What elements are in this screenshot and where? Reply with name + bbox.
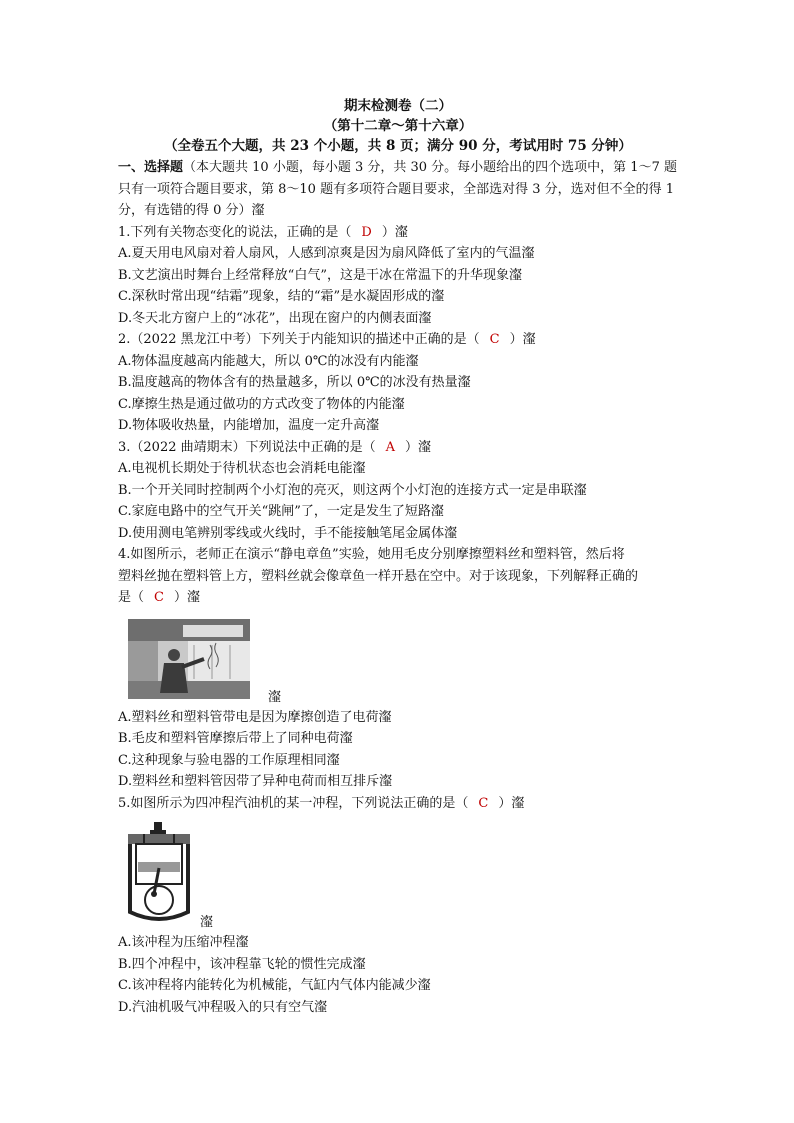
question-4-option-a: A.塑料丝和塑料管带电是因为摩擦创造了电荷瀣 — [118, 709, 392, 725]
question-close: ）瀣 — [509, 332, 536, 347]
engine-cylinder-diagram — [124, 822, 194, 926]
question-text: 3.（2022 曲靖期末）下列说法中正确的是（ — [118, 439, 376, 455]
mark-glyph: 瀣 — [251, 203, 265, 218]
exam-content — [118, 96, 678, 1018]
question-1-option-a: A.夏天用电风扇对着人扇风，人感到凉爽是因为扇风降低了室内的气温瀣 — [118, 246, 535, 261]
question-2-option-c: C.摩擦生热是通过做功的方式改变了物体的内能瀣 — [118, 396, 405, 412]
question-2-option-a: A.物体温度越高内能越大，所以 0℃的冰没有内能瀣 — [118, 353, 419, 369]
question-2-stem — [118, 329, 678, 351]
question-close: ）瀣 — [498, 795, 525, 811]
question-4-line-1: 4.如图所示，老师正在演示“静电章鱼”实验，她用毛皮分别摩擦塑料丝和塑料管，然后将 — [118, 547, 625, 562]
section-one-text: （本大题共 10 小题，每小题 3 分，共 30 分。每小题给出的四个选项中，第 1～7 题只有一项符合题目要求，第 8～10 题有多项符合题目要求，全部选对得 3 分，选对但不全的得 1 分，有选错的得 0 分） — [118, 160, 677, 218]
question-4-line-2: 塑料丝抛在塑料管上方，塑料丝就会像章鱼一样开悬在空中。对于该现象，下列解释正确的 — [118, 568, 639, 584]
question-1-stem — [118, 222, 678, 244]
question-5-stem — [118, 793, 678, 815]
question-1-option-c: C.深秋时常出现“结霜”现象，结的“霜”是水凝固形成的瀣 — [118, 289, 445, 304]
exam-title: 期末检测卷（二） — [344, 98, 452, 114]
question-3-option-a: A.电视机长期处于待机状态也会消耗电能瀣 — [118, 461, 366, 476]
static-octopus-photo — [128, 619, 250, 699]
question-close: ）瀣 — [405, 439, 432, 455]
question-3-stem — [118, 437, 678, 459]
question-1-option-b: B.文艺演出时舞台上经常释放“白气”，这是干冰在常温下的升华现象瀣 — [118, 267, 522, 283]
question-5-option-c: C.该冲程将内能转化为机械能，气缸内气体内能减少瀣 — [118, 978, 431, 993]
figure-mark: 瀣 — [200, 915, 214, 930]
question-4-option-c: C.这种现象与验电器的工作原理相同瀣 — [118, 752, 340, 768]
question-2-option-b: B.温度越高的物体含有的热量越多，所以 0℃的冰没有热量瀣 — [118, 375, 471, 390]
section-one-heading: 一、选择题 — [118, 160, 184, 175]
question-5-option-d: D.汽油机吸气冲程吸入的只有空气瀣 — [118, 999, 328, 1015]
section-one-instructions — [118, 157, 678, 222]
exam-subtitle: （第十二章～第十六章） — [323, 118, 473, 134]
question-text: 1.下列有关物态变化的说法，正确的是（ — [118, 224, 352, 240]
question-text: 5.如图所示为四冲程汽油机的某一冲程，下列说法正确的是（ — [118, 795, 469, 811]
question-5-option-b: B.四个冲程中，该冲程靠飞轮的惯性完成瀣 — [118, 956, 366, 972]
question-text: 2.（2022 黑龙江中考）下列关于内能知识的描述中正确的是（ — [118, 332, 480, 347]
question-3-option-b: B.一个开关同时控制两个小灯泡的亮灭，则这两个小灯泡的连接方式一定是串联瀣 — [118, 482, 587, 498]
question-4-line-3 — [118, 587, 678, 609]
answer-badge: C — [154, 590, 164, 605]
question-3-option-d: D.使用测电笔辨别零线或火线时，手不能接触笔尾金属体瀣 — [118, 525, 458, 541]
answer-badge: C — [478, 795, 489, 811]
static-octopus-figure — [118, 615, 678, 707]
question-close: ）瀣 — [173, 590, 200, 605]
engine-stroke-figure — [118, 820, 678, 932]
answer-badge: C — [489, 332, 500, 347]
question-2-option-d: D.物体吸收热量，内能增加，温度一定升高瀣 — [118, 418, 380, 433]
answer-badge: A — [385, 439, 396, 455]
question-4-option-b: B.毛皮和塑料管摩擦后带上了同种电荷瀣 — [118, 731, 353, 746]
figure-mark: 瀣 — [268, 689, 282, 705]
question-close: ）瀣 — [381, 224, 408, 240]
question-1-option-d: D.冬天北方窗户上的“冰花”，出现在窗户的内侧表面瀣 — [118, 310, 432, 326]
exam-info: （全卷五个大题，共 23 个小题，共 8 页；满分 90 分，考试用时 75 分钟） — [164, 138, 632, 154]
question-4-option-d: D.塑料丝和塑料管因带了异种电荷而相互排斥瀣 — [118, 774, 393, 789]
question-5-option-a: A.该冲程为压缩冲程瀣 — [118, 935, 249, 950]
answer-badge: D — [361, 224, 372, 240]
question-text: 是（ — [118, 590, 145, 605]
question-3-option-c: C.家庭电路中的空气开关“跳闸”了，一定是发生了短路瀣 — [118, 504, 444, 519]
